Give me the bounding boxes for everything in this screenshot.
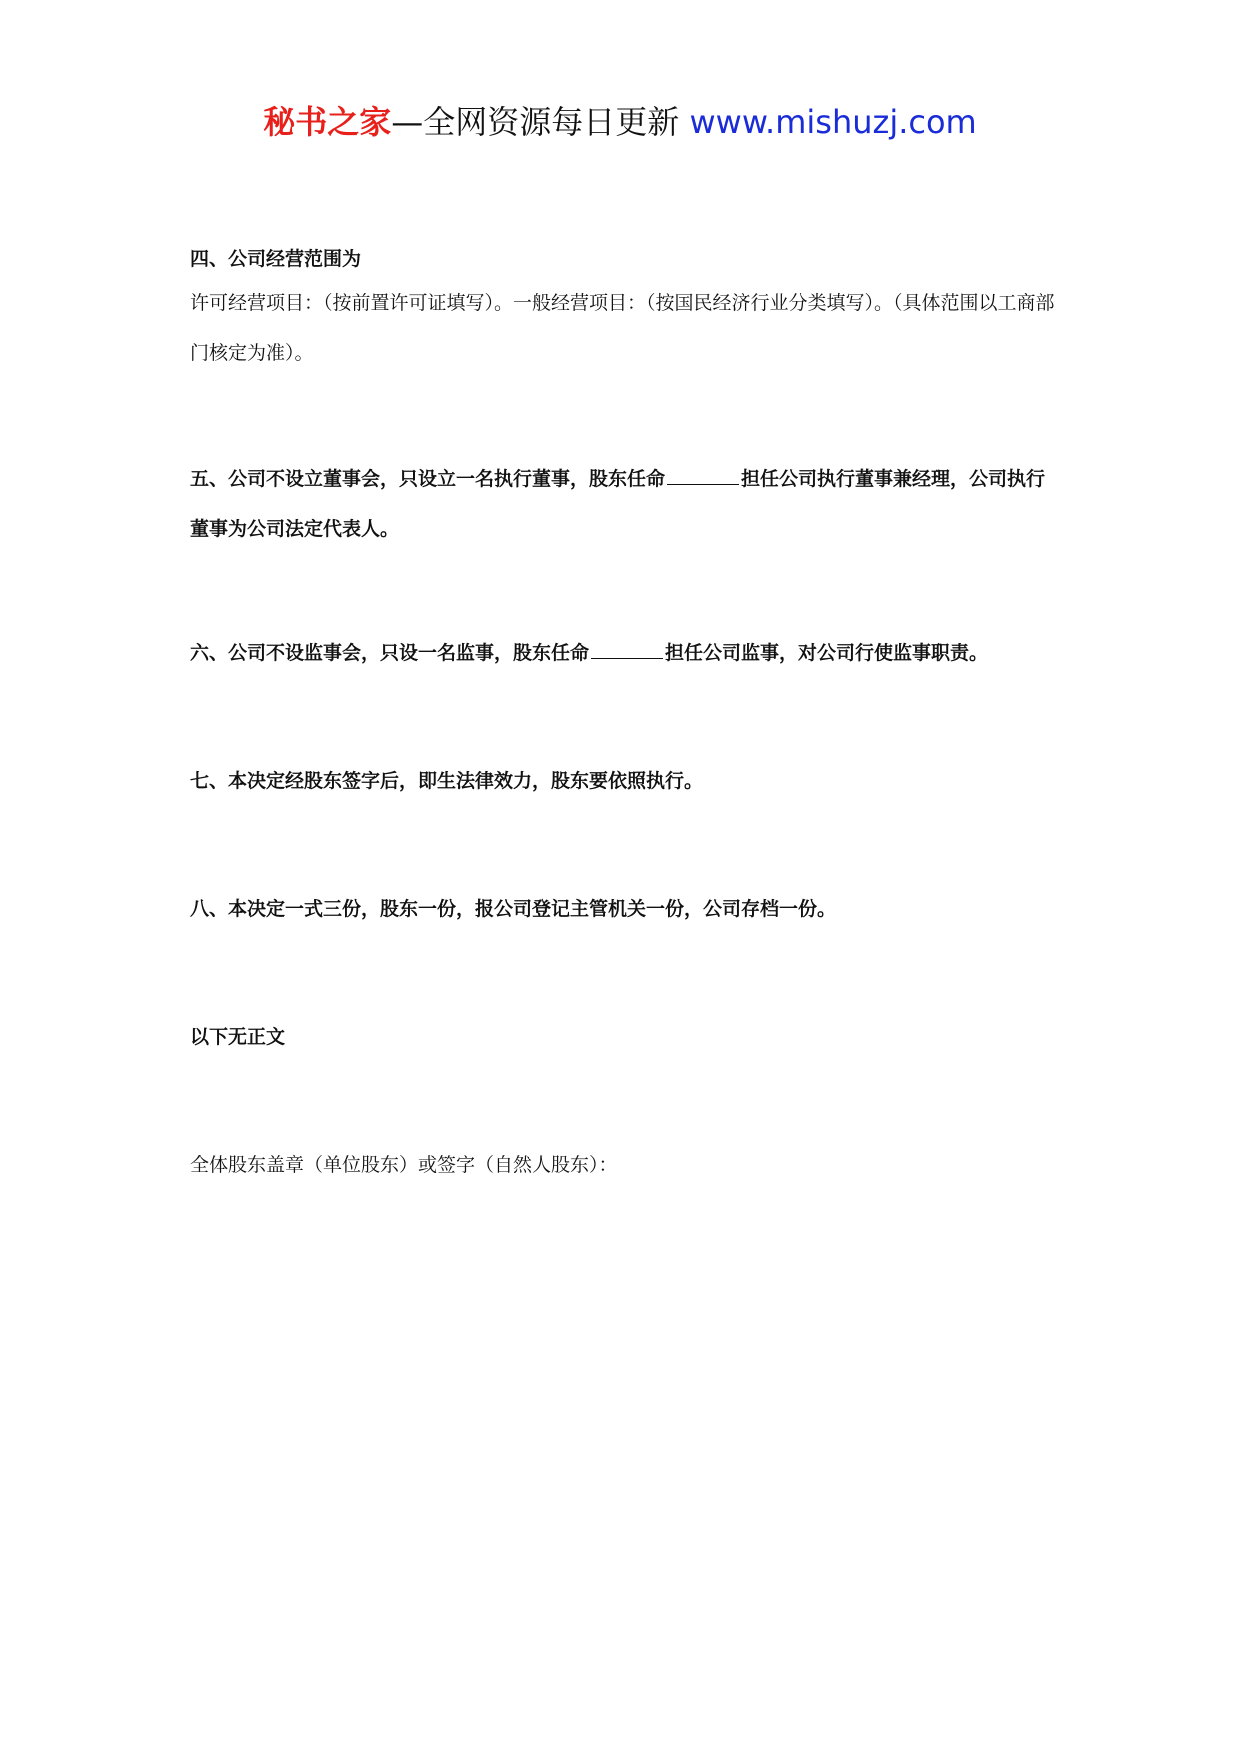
section-8-text: 八、本决定一式三份，股东一份，报公司登记主管机关一份，公司存档一份。 <box>190 898 837 920</box>
page-header <box>0 100 1240 144</box>
shareholder-signature-line: 全体股东盖章（单位股东）或签字（自然人股东）： <box>190 1154 618 1176</box>
executive-director-blank[interactable] <box>667 466 739 485</box>
section-4-heading: 四、公司经营范围为 <box>190 248 362 270</box>
section-6-after: 担任公司监事，对公司行使监事职责。 <box>665 642 989 664</box>
section-6-text <box>190 628 1060 678</box>
section-5-after: 担任公司执行董事兼经理，公司执行董事为公司法定代表人。 <box>190 468 1046 540</box>
section-7-text: 七、本决定经股东签字后，即生法律效力，股东要依照执行。 <box>190 770 704 792</box>
end-of-text-note: 以下无正文 <box>190 1026 286 1048</box>
section-4-body: 许可经营项目：（按前置许可证填写）。一般经营项目：（按国民经济行业分类填写）。（具体范围以工商部门核定为准）。 <box>190 292 1055 364</box>
section-6-before: 六、公司不设监事会，只设一名监事，股东任命 <box>190 642 590 664</box>
supervisor-blank[interactable] <box>591 640 663 659</box>
brand-name: 秘书之家 <box>263 103 392 141</box>
header-url-link[interactable]: www.mishuzj.com <box>689 103 977 141</box>
section-5-before: 五、公司不设立董事会，只设立一名执行董事，股东任命 <box>190 468 666 490</box>
header-slogan: —全网资源每日更新 <box>391 103 680 141</box>
section-5-text <box>190 454 1060 554</box>
